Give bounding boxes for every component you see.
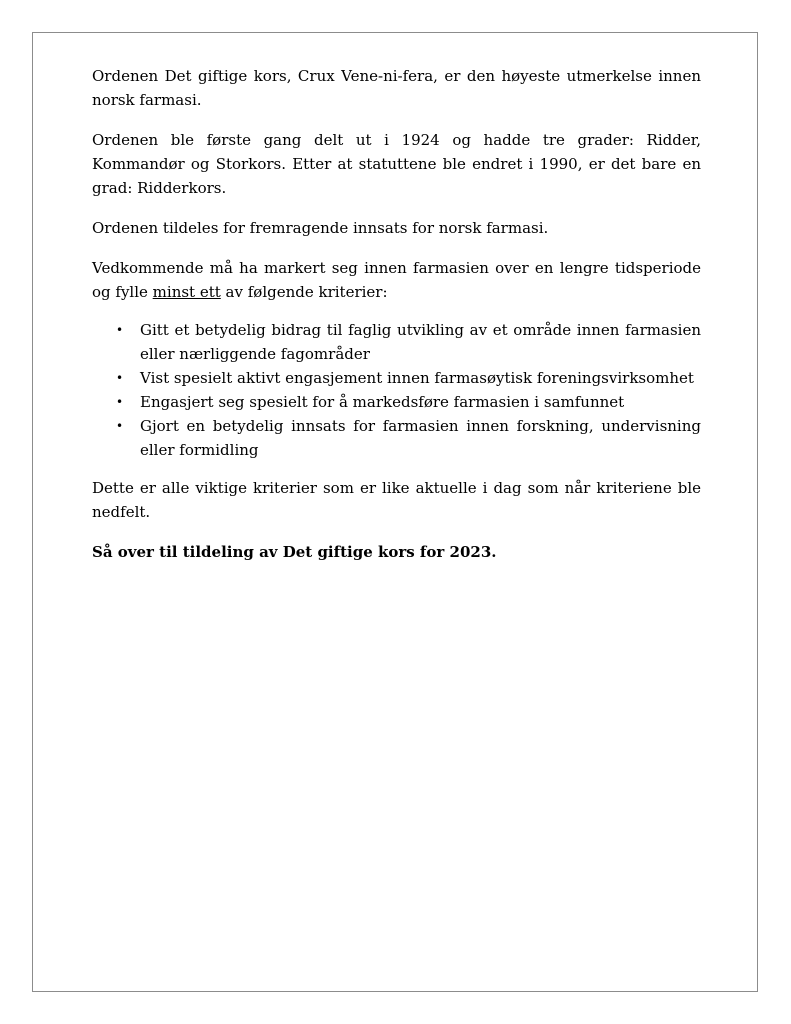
criteria-text: Gitt et betydelig bidrag til faglig utvikling av et område innen farmasien eller nærliggende fagområder [140, 321, 701, 363]
criteria-text: Vist spesielt aktivt engasjement innen farmasøytisk foreningsvirksomhet [140, 369, 694, 387]
criteria-list-item [92, 318, 701, 366]
bullet-icon: • [116, 323, 124, 337]
criteria-text: Engasjert seg spesielt for å markedsføre farmasien i samfunnet [140, 393, 625, 411]
criteria-text: Gjort en betydelig innsats for farmasien innen forskning, undervisning eller formidling [140, 417, 701, 459]
intro-paragraph: Ordenen Det giftige kors, Crux Vene-ni-fera, er den høyeste utmerkelse innen norsk farmasi. [92, 67, 701, 109]
bullet-icon: • [116, 371, 124, 385]
closing-heading: Så over til tildeling av Det giftige kors for 2023. [92, 543, 497, 561]
criteria-list-item [92, 414, 701, 462]
bullet-icon: • [116, 419, 124, 433]
relevance-paragraph: Dette er alle viktige kriterier som er like aktuelle i dag som når kriteriene ble nedfelt. [92, 479, 701, 521]
document-body [92, 64, 701, 580]
criteria-intro-tail: av følgende kriterier: [220, 283, 388, 301]
criteria-intro-emphasis: minst ett [152, 283, 221, 301]
award-purpose-paragraph: Ordenen tildeles for fremragende innsats for norsk farmasi. [92, 219, 549, 237]
criteria-intro-text: Vedkommende må ha markert seg innen farmasien over en lengre tidsperiode og fylle [92, 259, 701, 301]
criteria-list-item [92, 366, 701, 390]
bullet-icon: • [116, 395, 124, 409]
history-paragraph: Ordenen ble første gang delt ut i 1924 og hadde tre grader: Ridder, Kommandør og Storkors. Etter at statuttene ble endret i 1990, er det bare en grad: Ridderkors. [92, 131, 701, 197]
criteria-list-item [92, 390, 701, 414]
criteria-intro-paragraph [92, 256, 701, 304]
criteria-list [92, 318, 701, 462]
